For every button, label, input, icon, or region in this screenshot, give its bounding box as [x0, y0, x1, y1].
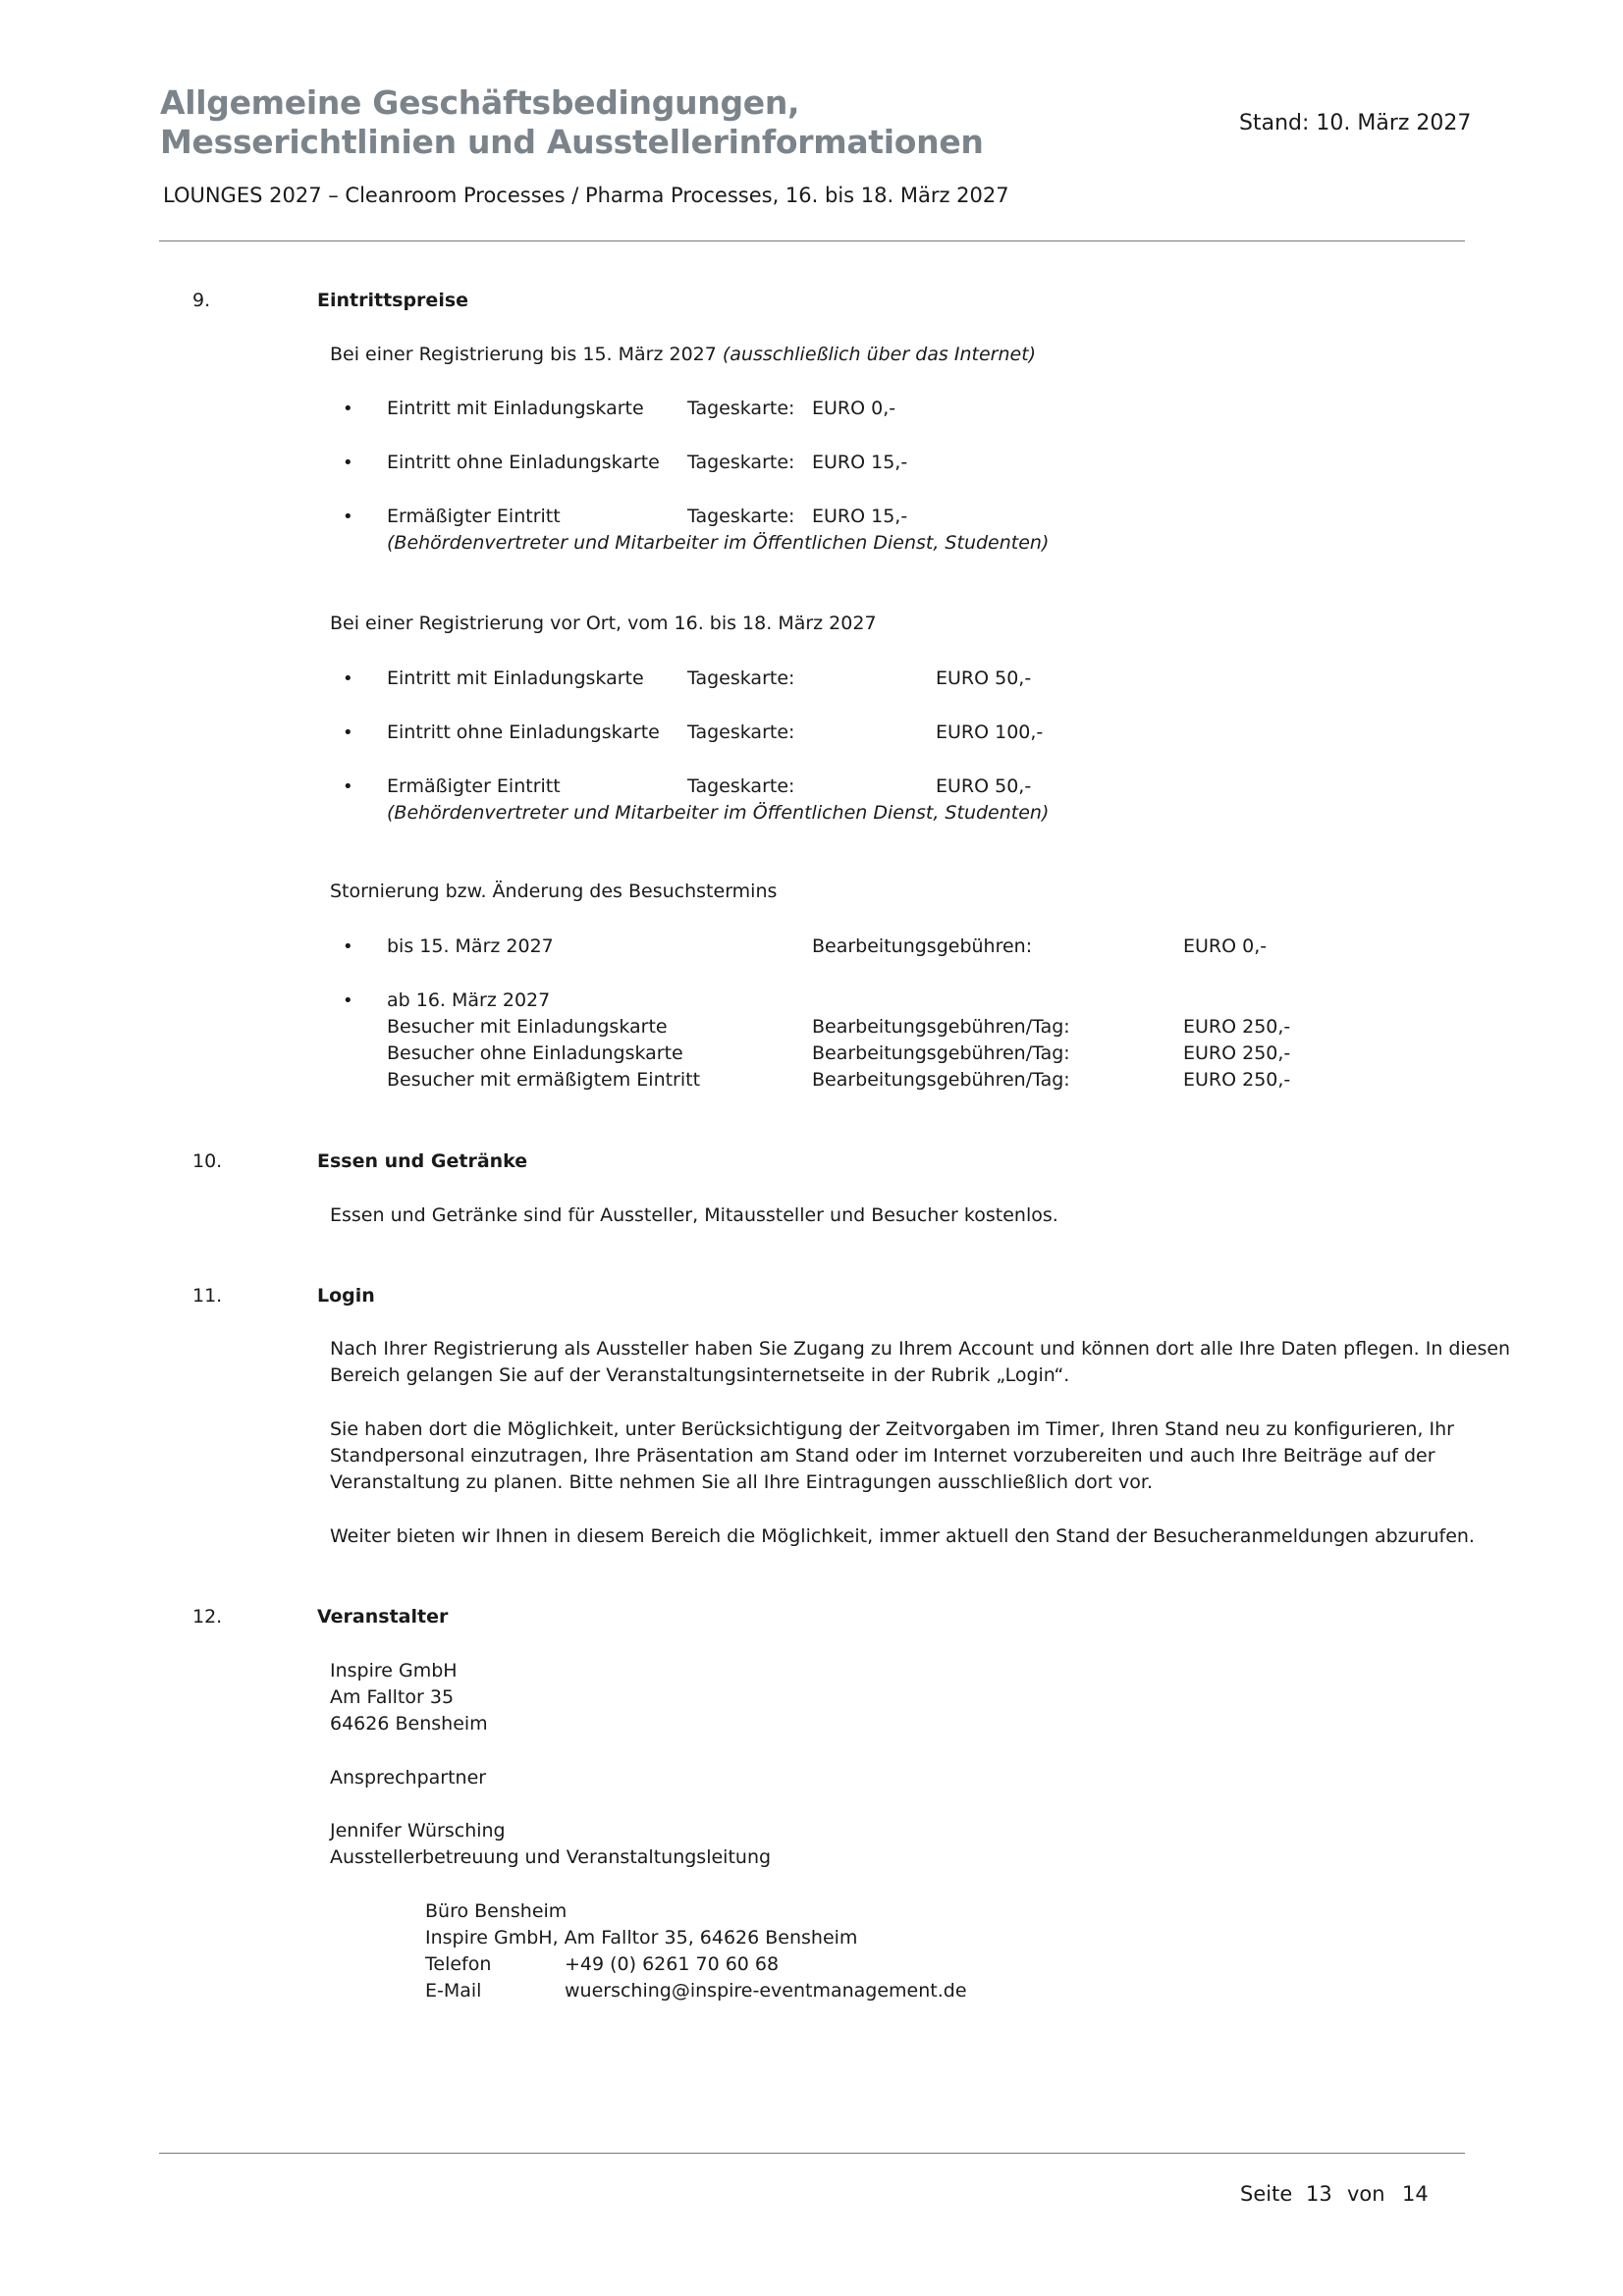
- price-label: Eintritt mit Einladungskarte: [387, 667, 644, 689]
- footer-seite: Seite: [1240, 2182, 1293, 2206]
- price-value: EURO 100,-: [936, 721, 1044, 743]
- fee-label: Bearbeitungsgebühren:: [812, 935, 1033, 957]
- bullet: •: [343, 668, 353, 689]
- footer-von: von: [1347, 2182, 1385, 2206]
- section-title: Eintrittspreise: [317, 290, 469, 311]
- section-title: Login: [317, 1285, 375, 1307]
- reduced-note: (Behördenvertreter und Mitarbeiter im Öffentlichen Dienst, Studenten): [387, 802, 1050, 824]
- bullet: •: [343, 399, 353, 419]
- bullet: •: [343, 453, 353, 473]
- fee-label: Bearbeitungsgebühren/Tag:: [812, 1069, 1070, 1091]
- bullet: •: [343, 507, 353, 527]
- ticket-type: Tageskarte:: [687, 506, 795, 527]
- intro-text: Bei einer Registrierung bis 15. März 2027: [330, 344, 717, 365]
- ticket-type: Tageskarte:: [687, 398, 795, 419]
- fee-label: Bearbeitungsgebühren/Tag:: [812, 1042, 1070, 1064]
- document-title-line1: Allgemeine Geschäftsbedingungen,: [160, 83, 800, 122]
- paragraph-line: Bereich gelangen Sie auf der Veranstaltungsinternetseite in der Rubrik „Login“.: [330, 1364, 1070, 1386]
- fee-value: EURO 0,-: [1183, 935, 1268, 957]
- price-value: EURO 15,-: [812, 506, 908, 527]
- section-number: 12.: [192, 1606, 223, 1628]
- price-value: EURO 15,-: [812, 452, 908, 473]
- paragraph-line: Weiter bieten wir Ihnen in diesem Bereich die Möglichkeit, immer aktuell den Stand der Besucheranmeldungen abzurufen.: [330, 1525, 1475, 1547]
- price-label: Eintritt ohne Einladungskarte: [387, 721, 660, 743]
- reduced-note: (Behördenvertreter und Mitarbeiter im Öffentlichen Dienst, Studenten): [387, 532, 1050, 554]
- footer-page-number: 13: [1306, 2182, 1332, 2206]
- company-street: Am Falltor 35: [330, 1686, 455, 1708]
- footer-total-pages: 14: [1402, 2182, 1429, 2206]
- phone-label: Telefon: [425, 1953, 492, 1975]
- fee-label: Bearbeitungsgebühren/Tag:: [812, 1016, 1070, 1038]
- email-address: wuersching@inspire-eventmanagement.de: [565, 1980, 967, 2002]
- price-label: Ermäßigter Eintritt: [387, 506, 561, 527]
- document-title: [160, 83, 984, 162]
- office-address: Inspire GmbH, Am Falltor 35, 64626 Bensheim: [425, 1927, 858, 1949]
- paragraph-line: Nach Ihrer Registrierung als Aussteller haben Sie Zugang zu Ihrem Account und können dort alle Ihre Daten pflegen. In diesen: [330, 1338, 1511, 1360]
- cancel-period: ab 16. März 2027: [387, 989, 551, 1011]
- cancel-period: bis 15. März 2027: [387, 935, 554, 957]
- footer-divider: [159, 2153, 1465, 2154]
- paragraph-line: Sie haben dort die Möglichkeit, unter Berücksichtigung der Zeitvorgaben im Timer, Ihren Stand neu zu konfigurieren, Ihr: [330, 1418, 1454, 1440]
- paragraph-line: Standpersonal einzutragen, Ihre Präsentation am Stand oder im Internet vorzubereiten und auch Ihre Beiträge auf der: [330, 1445, 1435, 1467]
- bullet: •: [343, 936, 353, 957]
- visitor-type: Besucher mit ermäßigtem Eintritt: [387, 1069, 701, 1091]
- ticket-type: Tageskarte:: [687, 775, 795, 797]
- visitor-type: Besucher ohne Einladungskarte: [387, 1042, 683, 1064]
- price-label: Eintritt mit Einladungskarte: [387, 398, 644, 419]
- paragraph-line: Veranstaltung zu planen. Bitte nehmen Sie all Ihre Eintragungen ausschließlich dort vor.: [330, 1471, 1154, 1493]
- section-title: Veranstalter: [317, 1606, 449, 1628]
- ticket-type: Tageskarte:: [687, 667, 795, 689]
- price-value: EURO 50,-: [936, 775, 1032, 797]
- contact-role: Ausstellerbetreuung und Veranstaltungsleitung: [330, 1846, 772, 1868]
- office-name: Büro Bensheim: [425, 1900, 568, 1922]
- contact-name: Jennifer Würsching: [330, 1820, 506, 1842]
- visitor-type: Besucher mit Einladungskarte: [387, 1016, 668, 1038]
- price-label: Ermäßigter Eintritt: [387, 775, 561, 797]
- bullet: •: [343, 722, 353, 743]
- fee-value: EURO 250,-: [1183, 1069, 1291, 1091]
- ticket-type: Tageskarte:: [687, 452, 795, 473]
- cancellation-intro: Stornierung bzw. Änderung des Besuchstermins: [330, 881, 778, 902]
- phone-number: +49 (0) 6261 70 60 68: [565, 1953, 780, 1975]
- fee-value: EURO 250,-: [1183, 1042, 1291, 1064]
- email-label: E-Mail: [425, 1980, 482, 2002]
- price-label: Eintritt ohne Einladungskarte: [387, 452, 660, 473]
- section-title: Essen und Getränke: [317, 1150, 528, 1172]
- company-city: 64626 Bensheim: [330, 1713, 488, 1735]
- price-value: EURO 50,-: [936, 667, 1032, 689]
- section-number: 10.: [192, 1150, 223, 1172]
- online-registration-intro: [330, 342, 1036, 368]
- document-title-line2: Messerichtlinien und Ausstellerinformationen: [160, 123, 984, 161]
- bullet: •: [343, 776, 353, 797]
- onsite-registration-intro: Bei einer Registrierung vor Ort, vom 16. bis 18. März 2027: [330, 613, 877, 634]
- event-subtitle: LOUNGES 2027 – Cleanroom Processes / Pharma Processes, 16. bis 18. März 2027: [163, 184, 1009, 207]
- price-value: EURO 0,-: [812, 398, 896, 419]
- bullet: •: [343, 990, 353, 1011]
- header-divider: [159, 240, 1465, 241]
- food-text: Essen und Getränke sind für Aussteller, Mitaussteller und Besucher kostenlos.: [330, 1204, 1058, 1226]
- stand-date: Stand: 10. März 2027: [1239, 111, 1472, 135]
- section-number: 9.: [192, 290, 211, 311]
- intro-note: (ausschließlich über das Internet): [722, 344, 1037, 365]
- company-name: Inspire GmbH: [330, 1660, 458, 1682]
- fee-value: EURO 250,-: [1183, 1016, 1291, 1038]
- ticket-type: Tageskarte:: [687, 721, 795, 743]
- contact-heading: Ansprechpartner: [330, 1767, 487, 1789]
- section-number: 11.: [192, 1285, 223, 1307]
